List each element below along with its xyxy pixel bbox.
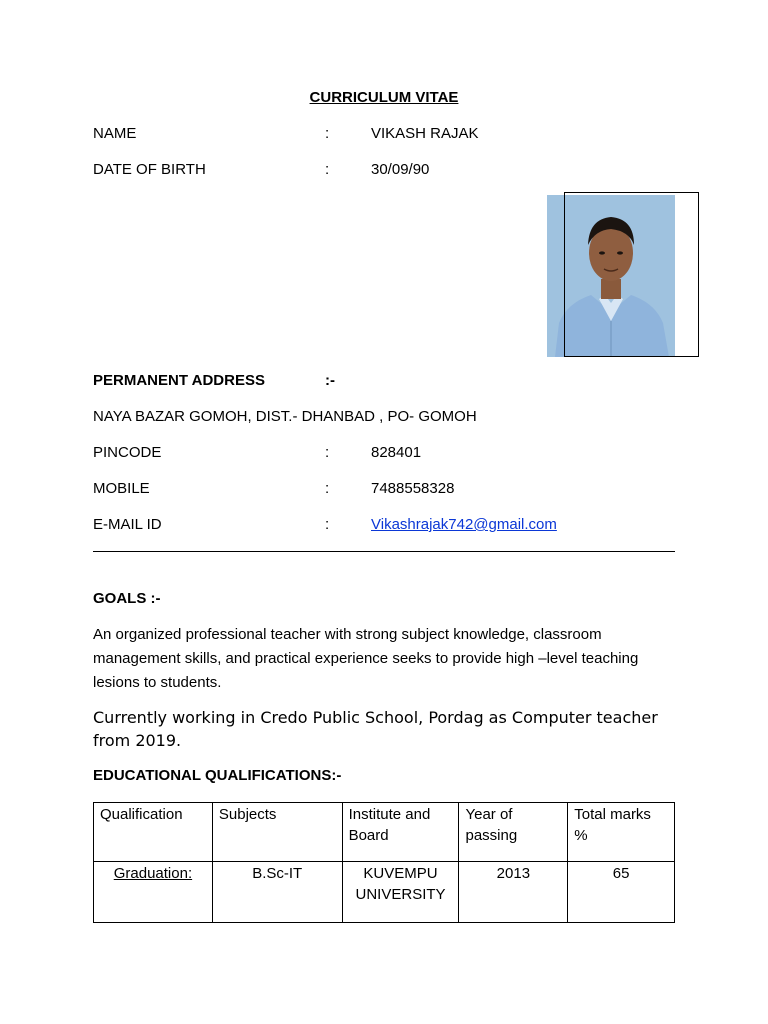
- email-link[interactable]: Vikashrajak742@gmail.com: [371, 516, 557, 533]
- education-heading: EDUCATIONAL QUALIFICATIONS:-: [93, 767, 342, 784]
- pincode-separator: :: [325, 444, 330, 461]
- mobile-separator: :: [325, 480, 330, 497]
- mobile-label: MOBILE: [93, 480, 150, 497]
- address-heading-separator: :-: [325, 372, 335, 389]
- email-separator: :: [325, 516, 330, 533]
- qualification-value: Graduation:: [113, 865, 193, 882]
- column-header: Year of passing: [459, 803, 568, 862]
- column-header: Institute and Board: [342, 803, 459, 862]
- dob-label: DATE OF BIRTH: [93, 161, 206, 178]
- page-title: CURRICULUM VITAE: [309, 89, 459, 106]
- email-label: E-MAIL ID: [93, 516, 162, 533]
- column-header: Qualification: [94, 803, 213, 862]
- table-cell: [94, 862, 213, 923]
- current-position: Currently working in Credo Public School, Pordag as Computer teacher from 2019.: [93, 708, 658, 750]
- name-value: VIKASH RAJAK: [371, 125, 479, 142]
- table-header-row: [94, 803, 675, 862]
- education-table: [93, 802, 675, 923]
- dob-separator: :: [325, 161, 330, 178]
- goals-text: An organized professional teacher with strong subject knowledge, classroom management skills, and practical experience seeks to provide high –level teaching lesions to students.: [93, 626, 639, 691]
- dob-value: 30/09/90: [371, 161, 430, 178]
- table-cell: 2013: [459, 862, 568, 923]
- table-cell: KUVEMPU UNIVERSITY: [342, 862, 459, 923]
- column-header: Total marks %: [568, 803, 675, 862]
- table-row: [94, 862, 675, 923]
- photo-frame: [564, 192, 699, 357]
- name-label: NAME: [93, 125, 137, 142]
- goals-heading: GOALS :-: [93, 590, 161, 607]
- horizontal-divider: [93, 551, 675, 552]
- pincode-label: PINCODE: [93, 444, 162, 461]
- address-heading: PERMANENT ADDRESS: [93, 372, 265, 389]
- table-cell: 65: [568, 862, 675, 923]
- table-cell: B.Sc-IT: [212, 862, 342, 923]
- address-line: NAYA BAZAR GOMOH, DIST.- DHANBAD , PO- GOMOH: [93, 408, 477, 425]
- name-separator: :: [325, 125, 330, 142]
- mobile-value: 7488558328: [371, 480, 455, 497]
- pincode-value: 828401: [371, 444, 422, 461]
- column-header: Subjects: [212, 803, 342, 862]
